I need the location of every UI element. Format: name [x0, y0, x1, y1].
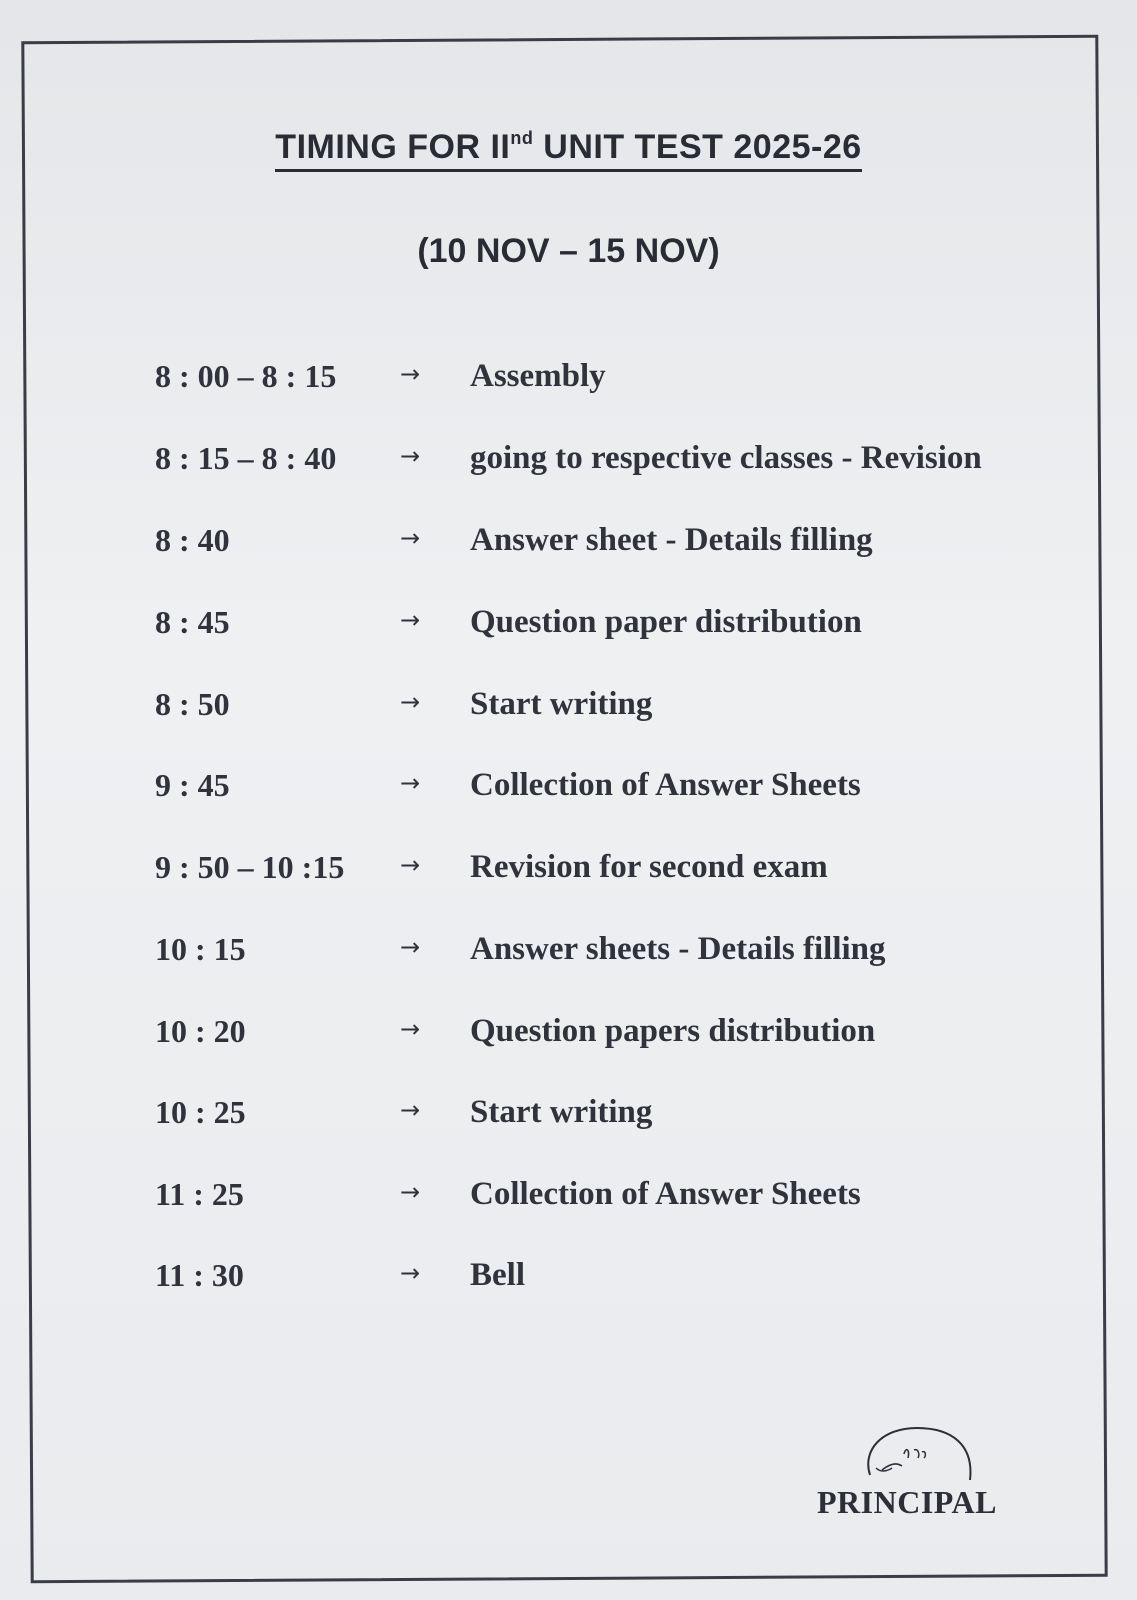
schedule-time: 9 : 50 – 10 :15 — [155, 849, 345, 885]
schedule-time: 11 : 30 — [155, 1257, 244, 1293]
arrow-icon: → — [400, 606, 421, 634]
schedule-activity: Answer sheet - Details filling — [470, 522, 873, 558]
schedule-time: 9 : 45 — [155, 767, 230, 803]
schedule-activity: Collection of Answer Sheets — [470, 767, 861, 803]
arrow-icon: → — [400, 1259, 421, 1287]
schedule-activity: Start writing — [470, 686, 653, 722]
schedule-activity: Question papers distribution — [470, 1013, 876, 1049]
schedule-activity: Revision for second exam — [470, 849, 828, 885]
schedule-activity: Collection of Answer Sheets — [470, 1176, 861, 1212]
page-title-underlined — [275, 128, 861, 172]
title-prefix: TIMING FOR II — [275, 128, 511, 166]
schedule-time: 10 : 15 — [155, 931, 246, 967]
schedule-activity: Start writing — [470, 1094, 653, 1130]
schedule-activity: going to respective classes - Revision — [470, 440, 982, 476]
schedule-time: 8 : 45 — [155, 604, 230, 640]
schedule-activity: Assembly — [470, 358, 606, 394]
arrow-icon: → — [400, 688, 421, 716]
arrow-icon: → — [400, 851, 421, 879]
arrow-icon: → — [400, 1178, 421, 1206]
schedule-time: 10 : 20 — [155, 1013, 246, 1049]
page-title — [0, 128, 1137, 172]
arrow-icon: → — [400, 360, 421, 388]
date-range: (10 NOV – 15 NOV) — [417, 232, 720, 270]
title-suffix: UNIT TEST 2025-26 — [533, 128, 862, 166]
schedule-time: 8 : 15 – 8 : 40 — [155, 440, 337, 476]
schedule-time: 8 : 00 – 8 : 15 — [155, 358, 337, 394]
arrow-icon: → — [400, 769, 421, 797]
schedule-activity: Question paper distribution — [470, 604, 862, 640]
schedule-time: 8 : 50 — [155, 686, 230, 722]
signature-label: PRINCIPAL — [817, 1484, 997, 1520]
arrow-icon: → — [400, 1015, 421, 1043]
schedule-activity: Bell — [470, 1257, 525, 1293]
title-superscript: nd — [510, 128, 534, 148]
schedule-time: 11 : 25 — [155, 1176, 244, 1212]
schedule-activity: Answer sheets - Details filling — [470, 931, 886, 967]
schedule-time: 8 : 40 — [155, 522, 230, 558]
arrow-icon: → — [400, 1096, 421, 1124]
arrow-icon: → — [400, 524, 421, 552]
schedule-time: 10 : 25 — [155, 1094, 246, 1130]
arrow-icon: → — [400, 442, 421, 470]
arrow-icon: → — [400, 933, 421, 961]
